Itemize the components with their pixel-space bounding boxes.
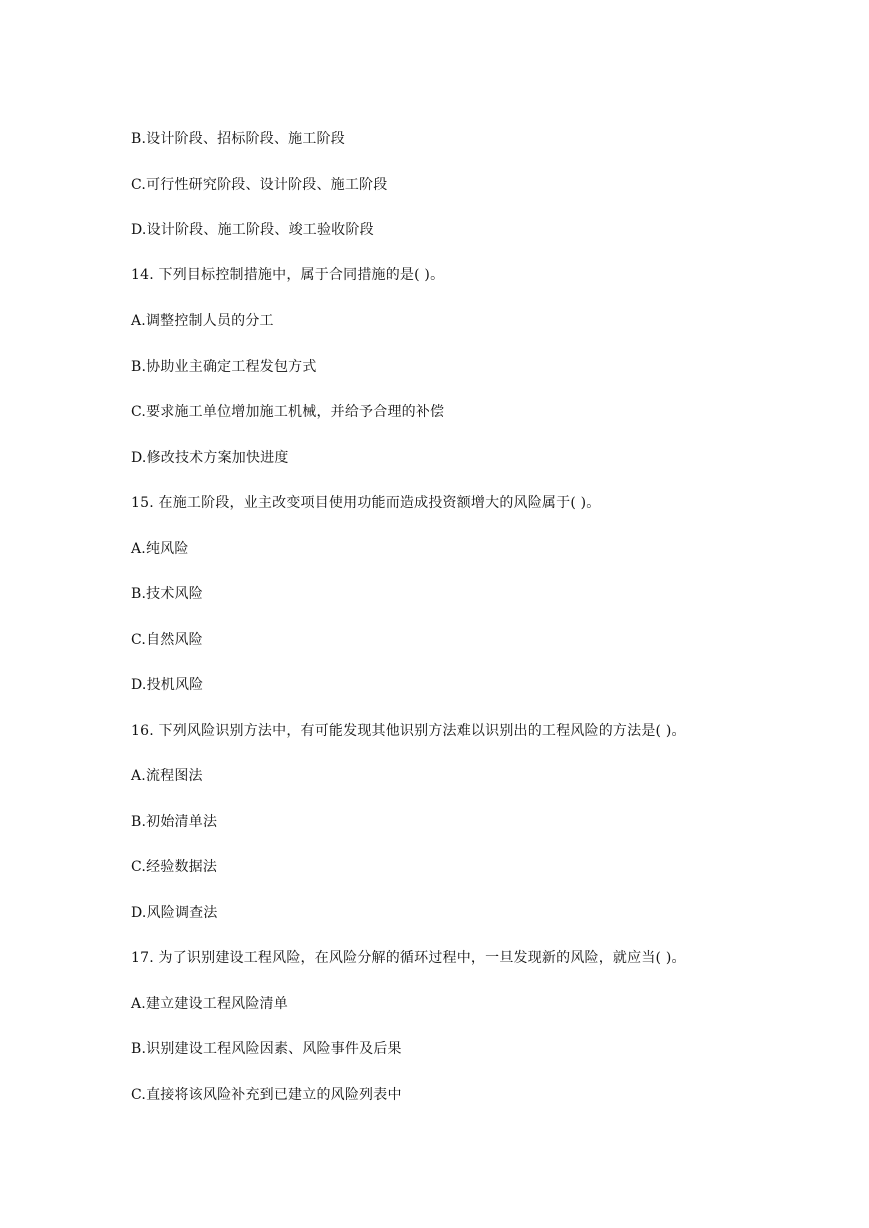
option-17b: B.识别建设工程风险因素、风险事件及后果 xyxy=(131,1041,402,1057)
option-16c: C.经验数据法 xyxy=(131,859,218,875)
option-15a: A.纯风险 xyxy=(131,541,189,557)
option-17a: A.建立建设工程风险清单 xyxy=(131,996,288,1012)
option-16a: A.流程图法 xyxy=(131,768,203,784)
question-14: 14. 下列目标控制措施中，属于合同措施的是( )。 xyxy=(131,267,445,283)
option-16b: B.初始清单法 xyxy=(131,814,218,830)
option-13b: B.设计阶段、招标阶段、施工阶段 xyxy=(131,131,345,147)
option-16d: D.风险调查法 xyxy=(131,905,218,921)
option-13d: D.设计阶段、施工阶段、竣工验收阶段 xyxy=(131,222,374,238)
option-15d: D.投机风险 xyxy=(131,677,204,693)
question-15: 15. 在施工阶段，业主改变项目使用功能而造成投资额增大的风险属于( )。 xyxy=(131,495,601,511)
option-17c: C.直接将该风险补充到已建立的风险列表中 xyxy=(131,1087,402,1103)
option-15b: B.技术风险 xyxy=(131,586,203,602)
option-14a: A.调整控制人员的分工 xyxy=(131,313,274,329)
option-13c: C.可行性研究阶段、设计阶段、施工阶段 xyxy=(131,177,388,193)
option-15c: C.自然风险 xyxy=(131,632,203,648)
option-14b: B.协助业主确定工程发包方式 xyxy=(131,359,317,375)
option-14d: D.修改技术方案加快进度 xyxy=(131,450,289,466)
option-14c: C.要求施工单位增加施工机械，并给予合理的补偿 xyxy=(131,404,445,420)
question-16: 16. 下列风险识别方法中，有可能发现其他识别方法难以识别出的工程风险的方法是( )。 xyxy=(131,723,686,739)
question-17: 17. 为了识别建设工程风险，在风险分解的循环过程中，一旦发现新的风险，就应当( )。 xyxy=(131,950,686,966)
